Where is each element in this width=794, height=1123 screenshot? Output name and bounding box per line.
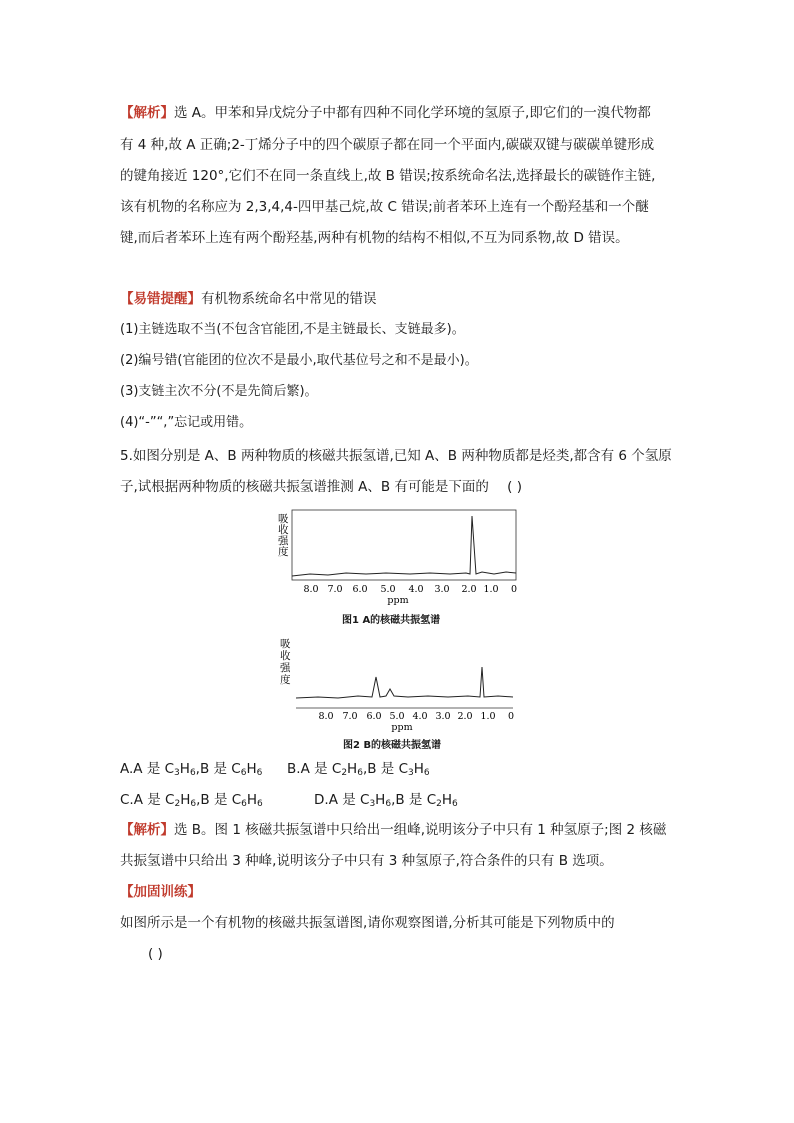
option-text: H [413,761,424,777]
x-tick: 8.0 [303,584,319,595]
x-tick: 6.0 [352,584,368,595]
nmr-spectrum-b [278,633,530,733]
spectrum-line-a [292,516,516,576]
option-label: C. [120,792,134,808]
subscript: 3 [369,799,376,809]
analysis-1-line-2: 有 4 种,故 A 正确;2-丁烯分子中的四个碳原子都在同一个平面内,碳碳双键与碳碳单键形成 [120,137,655,153]
x-axis-label: ppm [387,595,409,606]
ylabel-char: 强 [280,662,291,674]
x-tick: 4.0 [412,711,428,722]
option-c [120,790,263,810]
option-text: ,B 是 C [362,761,408,777]
option-text: H [441,792,453,808]
subscript: 6 [189,768,196,778]
x-tick: 6.0 [366,711,382,722]
ylabel-char: 度 [280,674,291,686]
subscript: 3 [408,768,414,778]
x-tick: 8.0 [318,711,334,722]
x-tick: 3.0 [435,711,451,722]
x-tick: 1.0 [483,584,499,595]
subscript: 6 [452,799,458,809]
tip-title: 有机物系统命名中常见的错误 [201,291,377,307]
tip-heading [120,289,377,309]
tip-item-1: (1)主链选取不当(不包含官能团,不是主链最长、支链最多)。 [120,322,465,337]
option-label: B. [287,761,301,777]
x-tick: 3.0 [434,584,450,595]
analysis-1-line-1 [120,103,651,123]
option-label: A. [120,761,134,777]
x-tick: 0 [507,711,515,722]
subscript: 6 [385,799,392,809]
figure-1 [270,508,530,626]
ylabel-char: 吸 [280,638,291,650]
option-text: A 是 C [133,792,175,808]
tip-item-4: (4)“-”“,”忘记或用错。 [120,415,253,430]
subscript: 6 [423,768,430,778]
x-tick: 5.0 [380,584,396,595]
subscript: 2 [174,799,181,809]
figure-2-caption: 图2 B的核磁共振氢谱 [343,740,442,751]
tip-item-3: (3)支链主次不分(不是先简后繁)。 [120,384,318,399]
option-text: H [180,792,191,808]
answer-blank: ( ) [507,479,522,495]
option-text: H [375,792,386,808]
analysis-1-line-4: 该有机物的名称应为 2,3,4,4-四甲基己烷,故 C 错误;前者苯环上连有一个酚羟基和一个醚 [120,199,649,215]
y-axis-label [280,638,291,686]
subscript: 2 [436,799,442,809]
x-axis-ticks [303,584,517,595]
ylabel-char: 度 [278,546,289,558]
subscript: 6 [357,768,363,778]
subscript: 6 [256,768,263,778]
reinforce-question: 如图所示是一个有机物的核磁共振氢谱图,请你观察图谱,分析其可能是下列物质中的 [120,915,615,931]
x-tick: 7.0 [327,584,343,595]
ylabel-char: 收 [280,650,291,662]
option-text: ,B 是 C [391,792,437,808]
x-axis-ticks [318,711,514,722]
option-text: H [179,761,190,777]
option-text: H [347,761,358,777]
nmr-spectrum-a [270,508,530,626]
option-text: H [246,792,258,808]
subscript: 6 [240,768,247,778]
option-text: H [246,761,257,777]
tip-tag: 【易错提醒】 [120,291,201,307]
ylabel-char: 强 [278,535,289,547]
question-5-line-1: 5.如图分别是 A、B 两种物质的核磁共振氢谱,已知 A、B 两种物质都是烃类,都含有 6 个氢原 [120,448,672,464]
tip-item-2: (2)编号错(官能团的位次不是最小,取代基位号之和不是最小)。 [120,353,478,368]
analysis-text: 选 B。图 1 核磁共振氢谱中只给出一组峰,说明该分子中只有 1 种氢原子;图 2 核磁 [174,822,667,838]
question-5-text: 子,试根据两种物质的核磁共振氢谱推测 A、B 有可能是下面的 [120,479,489,495]
option-text: ,B 是 C [195,761,241,777]
subscript: 3 [174,768,180,778]
option-text: A 是 C [328,792,370,808]
x-tick: 1.0 [480,711,496,722]
x-tick: 2.0 [457,711,473,722]
x-tick: 5.0 [389,711,405,722]
reinforce-answer-blank: ( ) [148,946,163,962]
x-axis-label: ppm [391,722,413,733]
x-tick: 2.0 [461,584,477,595]
subscript: 2 [341,768,348,778]
analysis-2-line-2: 共振氢谱中只给出 3 种峰,说明该分子中只有 3 种氢原子,符合条件的只有 B 选项。 [120,853,613,869]
option-text: A 是 C [300,761,342,777]
plot-frame [292,510,516,580]
analysis-1-line-5: 键,而后者苯环上连有两个酚羟基,两种有机物的结构不相似,不互为同系物,故 D 错误。 [120,230,629,246]
option-b [287,759,430,779]
reinforce-heading [120,882,201,902]
subscript: 6 [190,799,197,809]
option-d [314,790,458,810]
reinforce-tag: 【加固训练】 [120,884,201,900]
analysis-tag: 【解析】 [120,822,174,838]
x-tick: 7.0 [342,711,358,722]
question-5-line-2 [120,477,522,497]
option-text: ,B 是 C [196,792,242,808]
analysis-text: 选 A。甲苯和异戊烷分子中都有四种不同化学环境的氢原子,即它们的一溴代物都 [174,105,651,121]
analysis-2-line-1 [120,820,666,840]
ylabel-char: 吸 [278,513,289,525]
analysis-tag: 【解析】 [120,105,174,121]
ylabel-char: 收 [278,524,289,536]
option-text: A 是 C [133,761,175,777]
spectrum-line-b [296,667,513,698]
option-label: D. [314,792,329,808]
y-axis-label [278,513,289,558]
analysis-1-line-3: 的键角接近 120°,它们不在同一条直线上,故 B 错误;按系统命名法,选择最长的碳链作主链, [120,168,656,184]
x-tick: 0 [510,584,518,595]
option-a [120,759,262,779]
subscript: 6 [241,799,247,809]
figure-1-caption: 图1 A的核磁共振氢谱 [342,615,441,626]
x-tick: 4.0 [408,584,424,595]
figure-2 [278,633,530,751]
subscript: 6 [257,799,263,809]
